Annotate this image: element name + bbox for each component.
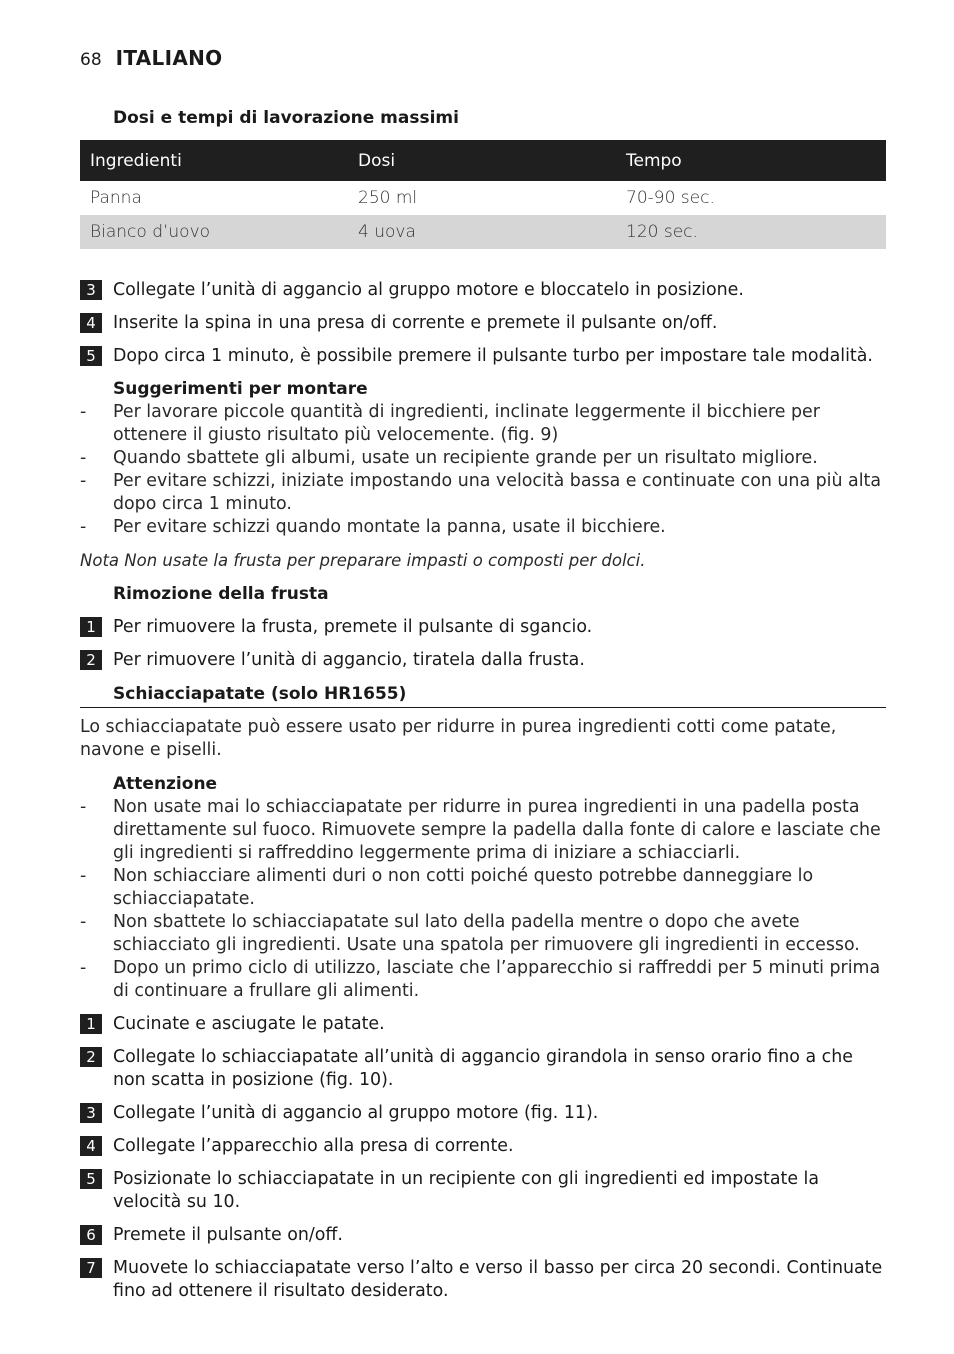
tips-heading: Suggerimenti per montare <box>113 379 368 399</box>
list-item-text: Non schiacciare alimenti duri o non cotti poiché questo potrebbe danneggiare lo schiacciapatate. <box>113 866 814 909</box>
doses-heading: Dosi e tempi di lavorazione massimi <box>113 108 459 128</box>
list-item-text: Non usate mai lo schiacciapatate per ridurre in purea ingredienti in una padella posta direttamente sul fuoco. Rimuovete sempre la padella dalla fonte di calore e lasciate che gli ingredienti si raffreddino leggermente prima di iniziare a schiacciarli. <box>113 797 881 863</box>
step-item <box>80 1257 886 1303</box>
list-item: - Non usate mai lo schiacciapatate per ridurre in purea ingredienti in una padella posta direttamente sul fuoco. Rimuovete sempre la padella dalla fonte di calore e lasciate che gli ingredienti si raffreddino leggermente prima di iniziare a schiacciarli. <box>80 796 886 865</box>
masher-intro: Lo schiacciapatate può essere usato per ridurre in purea ingredienti cotti come patate, navone e piselli. <box>80 717 837 760</box>
page-header <box>80 46 222 76</box>
list-item: - Per lavorare piccole quantità di ingredienti, inclinate leggermente il bicchiere per ottenere il giusto risultato più velocemente. (fig. 9) <box>80 401 886 447</box>
table-cell: 4 uova <box>348 215 616 249</box>
step-text: Posizionate lo schiacciapatate in un recipiente con gli ingredienti ed impostate la velocità su 10. <box>113 1169 820 1212</box>
list-item: - Per evitare schizzi, iniziate impostando una velocità bassa e continuate con una più alta dopo circa 1 minuto. <box>80 470 886 516</box>
step-text: Collegate l’apparecchio alla presa di corrente. <box>113 1136 514 1156</box>
step-item <box>80 279 886 302</box>
table-row <box>80 181 886 215</box>
step-number: 4 <box>80 1136 102 1156</box>
step-number: 3 <box>80 1103 102 1123</box>
doses-table <box>80 140 886 249</box>
step-item <box>80 1224 886 1247</box>
step-text: Collegate lo schiacciapatate all’unità di aggancio girandola in senso orario fino a che non scatta in posizione (fig. 10). <box>113 1047 853 1090</box>
step-item <box>80 345 886 368</box>
step-item <box>80 1168 886 1214</box>
step-text: Muovete lo schiacciapatate verso l’alto e verso il basso per circa 20 secondi. Continuate fino ad ottenere il risultato desiderato. <box>113 1258 883 1301</box>
list-item: - Quando sbattete gli albumi, usate un recipiente grande per un risultato migliore. <box>80 447 886 470</box>
step-item <box>80 616 886 639</box>
table-row <box>80 215 886 249</box>
list-item-text: Quando sbattete gli albumi, usate un recipiente grande per un risultato migliore. <box>113 448 818 468</box>
step-item <box>80 649 886 672</box>
step-number: 7 <box>80 1258 102 1278</box>
step-item <box>80 1046 886 1092</box>
step-text: Collegate l’unità di aggancio al gruppo motore e bloccatelo in posizione. <box>113 280 744 300</box>
step-text: Premete il pulsante on/off. <box>113 1225 343 1245</box>
step-number: 5 <box>80 1169 102 1189</box>
masher-heading: Schiacciapatate (solo HR1655) <box>80 682 886 708</box>
step-number: 1 <box>80 1014 102 1034</box>
step-item <box>80 1102 886 1125</box>
table-header-row <box>80 140 886 181</box>
step-text: Collegate l’unità di aggancio al gruppo motore (fig. 11). <box>113 1103 599 1123</box>
step-number: 3 <box>80 280 102 300</box>
step-number: 6 <box>80 1225 102 1245</box>
list-item-text: Per lavorare piccole quantità di ingredienti, inclinate leggermente il bicchiere per ottenere il giusto risultato più velocemente. (fig. 9) <box>113 402 820 445</box>
step-number: 2 <box>80 650 102 670</box>
table-cell: 120 sec. <box>616 215 886 249</box>
step-item <box>80 312 886 335</box>
removal-heading: Rimozione della frusta <box>113 584 329 604</box>
table-cell: 70-90 sec. <box>626 188 715 208</box>
table-cell: Panna <box>90 188 142 208</box>
table-cell: Bianco d’uovo <box>80 215 348 249</box>
step-item <box>80 1135 886 1158</box>
note-text: Nota Non usate la frusta per preparare impasti o composti per dolci. <box>80 551 646 570</box>
page-number: 68 <box>80 50 102 70</box>
list-item: - Non sbattete lo schiacciapatate sul lato della padella mentre o dopo che avete schiacciato gli ingredienti. Usate una spatola per rimuovere gli ingredienti in eccesso. <box>80 911 886 957</box>
list-item: - Non schiacciare alimenti duri o non cotti poiché questo potrebbe danneggiare lo schiacciapatate. <box>80 865 886 911</box>
list-item: - Per evitare schizzi quando montate la panna, usate il bicchiere. <box>80 516 886 539</box>
table-cell: 250 ml <box>358 188 418 208</box>
step-number: 5 <box>80 346 102 366</box>
caution-heading: Attenzione <box>113 774 218 794</box>
list-item-text: Per evitare schizzi quando montate la panna, usate il bicchiere. <box>113 517 666 537</box>
list-item-text: Per evitare schizzi, iniziate impostando una velocità bassa e continuate con una più alta dopo circa 1 minuto. <box>113 471 882 514</box>
column-header: Ingredienti <box>80 140 348 181</box>
page-content <box>80 106 886 1303</box>
step-number: 4 <box>80 313 102 333</box>
step-text: Per rimuovere la frusta, premete il pulsante di sgancio. <box>113 617 593 637</box>
step-text: Inserite la spina in una presa di corrente e premete il pulsante on/off. <box>113 313 718 333</box>
step-text: Cucinate e asciugate le patate. <box>113 1014 385 1034</box>
column-header: Dosi <box>348 140 616 181</box>
list-item-text: Dopo un primo ciclo di utilizzo, lasciate che l’apparecchio si raffreddi per 5 minuti prima di continuare a frullare gli alimenti. <box>113 958 881 1001</box>
step-number: 1 <box>80 617 102 637</box>
step-text: Per rimuovere l’unità di aggancio, tiratela dalla frusta. <box>113 650 585 670</box>
column-header: Tempo <box>616 140 886 181</box>
list-item: - Dopo un primo ciclo di utilizzo, lasciate che l’apparecchio si raffreddi per 5 minuti prima di continuare a frullare gli alimenti. <box>80 957 886 1003</box>
step-item <box>80 1013 886 1036</box>
step-text: Dopo circa 1 minuto, è possibile premere il pulsante turbo per impostare tale modalità. <box>113 346 873 366</box>
step-number: 2 <box>80 1047 102 1067</box>
language-title: ITALIANO <box>115 46 223 70</box>
list-item-text: Non sbattete lo schiacciapatate sul lato della padella mentre o dopo che avete schiacciato gli ingredienti. Usate una spatola per rimuovere gli ingredienti in eccesso. <box>113 912 860 955</box>
